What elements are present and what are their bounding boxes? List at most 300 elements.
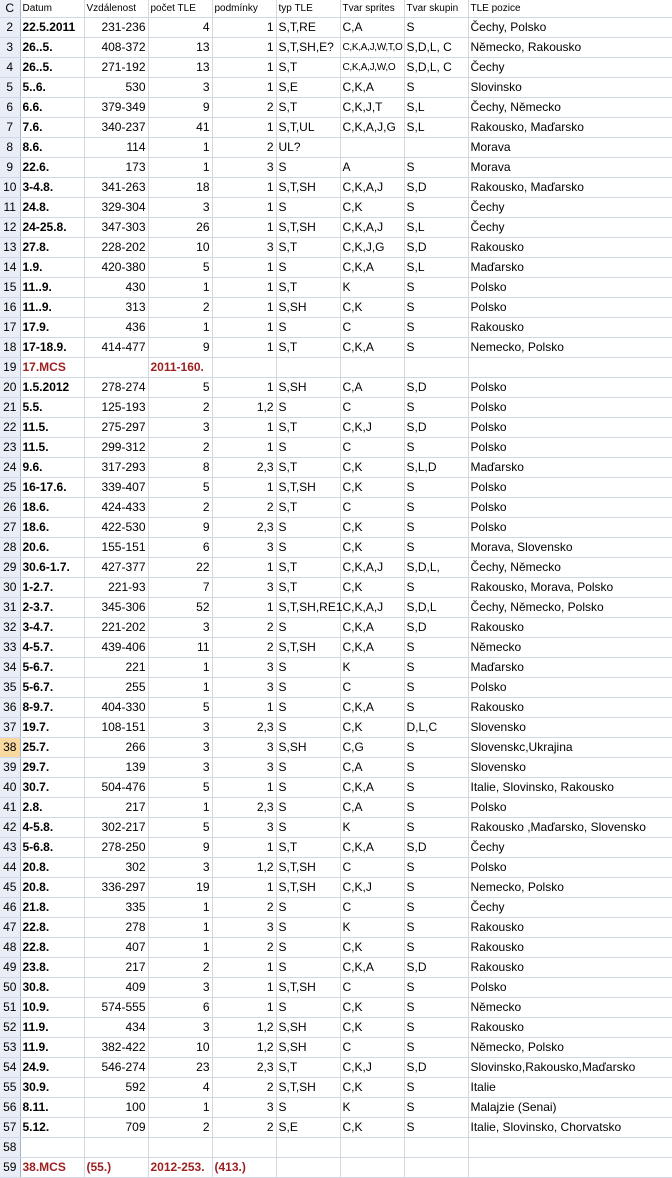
cell-tle-count[interactable]: 5 xyxy=(148,698,212,718)
cell-conditions[interactable]: 2 xyxy=(212,1118,276,1138)
cell-distance[interactable] xyxy=(84,358,148,378)
cell-tle-count[interactable]: 1 xyxy=(148,918,212,938)
cell-group-shape[interactable]: S xyxy=(404,518,468,538)
cell-date[interactable]: 10.9. xyxy=(20,998,84,1018)
cell-group-shape[interactable]: S xyxy=(404,78,468,98)
row-header[interactable]: 9 xyxy=(0,158,20,178)
cell-tle-count[interactable]: 3 xyxy=(148,418,212,438)
cell-tle-type[interactable] xyxy=(276,358,340,378)
cell-tle-count[interactable]: 1 xyxy=(148,278,212,298)
cell-sprite-shape[interactable] xyxy=(340,138,404,158)
cell-distance[interactable]: 217 xyxy=(84,958,148,978)
row-header[interactable]: 25 xyxy=(0,478,20,498)
row-header[interactable]: 34 xyxy=(0,658,20,678)
cell-sprite-shape[interactable]: C,K,A xyxy=(340,958,404,978)
cell-group-shape[interactable]: S xyxy=(404,498,468,518)
cell-tle-position[interactable]: Rakousko xyxy=(468,698,672,718)
cell-group-shape[interactable] xyxy=(404,1138,468,1158)
cell-date[interactable] xyxy=(20,1138,84,1158)
cell-group-shape[interactable]: S xyxy=(404,298,468,318)
cell-distance[interactable]: 278 xyxy=(84,918,148,938)
cell-conditions[interactable]: 1 xyxy=(212,38,276,58)
cell-tle-position[interactable]: Polsko xyxy=(468,498,672,518)
cell-tle-type[interactable]: S xyxy=(276,618,340,638)
cell-conditions[interactable]: 1 xyxy=(212,418,276,438)
cell-tle-type[interactable]: S xyxy=(276,958,340,978)
row-header[interactable]: 46 xyxy=(0,898,20,918)
cell-distance[interactable]: 329-304 xyxy=(84,198,148,218)
cell-tle-count[interactable]: 3 xyxy=(148,618,212,638)
row-header[interactable]: 29 xyxy=(0,558,20,578)
row-header[interactable]: 40 xyxy=(0,778,20,798)
cell-tle-position[interactable]: Německo xyxy=(468,638,672,658)
cell-date[interactable]: 22.5.2011 xyxy=(20,18,84,38)
cell-sprite-shape[interactable]: C xyxy=(340,318,404,338)
cell-tle-type[interactable]: S xyxy=(276,758,340,778)
row-header[interactable]: 37 xyxy=(0,718,20,738)
cell-group-shape[interactable]: S xyxy=(404,918,468,938)
cell-tle-position[interactable]: Polsko xyxy=(468,478,672,498)
cell-sprite-shape[interactable]: C xyxy=(340,978,404,998)
cell-tle-type[interactable]: S,T,SH,RE1 xyxy=(276,598,340,618)
cell-distance[interactable]: 379-349 xyxy=(84,98,148,118)
cell-date[interactable]: 11.9. xyxy=(20,1018,84,1038)
cell-sprite-shape[interactable]: C,K,A,J,W,T,O xyxy=(340,38,404,58)
cell-group-shape[interactable]: S xyxy=(404,18,468,38)
cell-distance[interactable]: 231-236 xyxy=(84,18,148,38)
cell-sprite-shape[interactable]: C,K xyxy=(340,1118,404,1138)
cell-group-shape[interactable]: S xyxy=(404,658,468,678)
column-letter[interactable]: C xyxy=(0,0,20,18)
cell-tle-type[interactable]: S xyxy=(276,818,340,838)
cell-conditions[interactable]: 1 xyxy=(212,58,276,78)
cell-date[interactable]: 24.9. xyxy=(20,1058,84,1078)
cell-tle-count[interactable]: 1 xyxy=(148,658,212,678)
cell-tle-position[interactable]: Čechy xyxy=(468,198,672,218)
cell-date[interactable]: 38.MCS xyxy=(20,1158,84,1178)
cell-conditions[interactable]: 1 xyxy=(212,698,276,718)
cell-tle-count[interactable]: 18 xyxy=(148,178,212,198)
cell-sprite-shape[interactable]: C,K xyxy=(340,198,404,218)
row-header[interactable]: 35 xyxy=(0,678,20,698)
cell-sprite-shape[interactable]: C xyxy=(340,898,404,918)
cell-tle-type[interactable]: S,SH xyxy=(276,298,340,318)
cell-sprite-shape[interactable] xyxy=(340,1158,404,1178)
cell-conditions[interactable]: 1 xyxy=(212,18,276,38)
row-header[interactable]: 42 xyxy=(0,818,20,838)
cell-tle-position[interactable]: Rakousko, Maďarsko xyxy=(468,178,672,198)
row-header[interactable]: 30 xyxy=(0,578,20,598)
cell-group-shape[interactable]: S xyxy=(404,338,468,358)
row-header[interactable]: 24 xyxy=(0,458,20,478)
cell-date[interactable]: 4-5.8. xyxy=(20,818,84,838)
cell-group-shape[interactable]: D,L,C xyxy=(404,718,468,738)
cell-sprite-shape[interactable]: C,A xyxy=(340,18,404,38)
cell-date[interactable]: 6.6. xyxy=(20,98,84,118)
cell-tle-count[interactable]: 13 xyxy=(148,38,212,58)
cell-tle-position[interactable]: Německo xyxy=(468,998,672,1018)
cell-tle-count[interactable]: 5 xyxy=(148,818,212,838)
cell-distance[interactable]: 221-202 xyxy=(84,618,148,638)
cell-tle-position[interactable]: Slovinsko xyxy=(468,78,672,98)
cell-sprite-shape[interactable]: C,K,A,J xyxy=(340,218,404,238)
cell-tle-type[interactable]: S xyxy=(276,438,340,458)
cell-group-shape[interactable]: S,L xyxy=(404,218,468,238)
cell-date[interactable]: 2-3.7. xyxy=(20,598,84,618)
cell-date[interactable]: 29.7. xyxy=(20,758,84,778)
row-header[interactable]: 45 xyxy=(0,878,20,898)
cell-tle-position[interactable]: Čechy, Polsko xyxy=(468,18,672,38)
cell-tle-position[interactable]: Italie xyxy=(468,1078,672,1098)
cell-tle-count[interactable]: 6 xyxy=(148,538,212,558)
cell-tle-count[interactable]: 2 xyxy=(148,398,212,418)
cell-tle-type[interactable]: S,T,SH,E? xyxy=(276,38,340,58)
cell-conditions[interactable]: 2,3 xyxy=(212,1058,276,1078)
cell-date[interactable]: 5-6.8. xyxy=(20,838,84,858)
cell-date[interactable]: 30.9. xyxy=(20,1078,84,1098)
row-header[interactable]: 57 xyxy=(0,1118,20,1138)
cell-tle-count[interactable]: 2 xyxy=(148,1118,212,1138)
cell-distance[interactable]: 317-293 xyxy=(84,458,148,478)
cell-distance[interactable]: 155-151 xyxy=(84,538,148,558)
cell-tle-count[interactable]: 3 xyxy=(148,738,212,758)
cell-tle-position[interactable]: Polsko xyxy=(468,298,672,318)
cell-sprite-shape[interactable]: K xyxy=(340,278,404,298)
cell-group-shape[interactable]: S,D xyxy=(404,178,468,198)
cell-group-shape[interactable]: S,L,D xyxy=(404,458,468,478)
cell-distance[interactable]: 709 xyxy=(84,1118,148,1138)
cell-tle-position[interactable]: Čechy, Německo xyxy=(468,98,672,118)
cell-tle-count[interactable]: 1 xyxy=(148,798,212,818)
row-header[interactable]: 15 xyxy=(0,278,20,298)
cell-tle-count[interactable]: 1 xyxy=(148,938,212,958)
cell-tle-count[interactable]: 9 xyxy=(148,518,212,538)
cell-group-shape[interactable]: S xyxy=(404,278,468,298)
cell-date[interactable]: 1-2.7. xyxy=(20,578,84,598)
cell-sprite-shape[interactable]: C,K,A,J xyxy=(340,558,404,578)
cell-distance[interactable]: 340-237 xyxy=(84,118,148,138)
cell-tle-count[interactable]: 2 xyxy=(148,438,212,458)
row-header[interactable]: 10 xyxy=(0,178,20,198)
cell-tle-position[interactable]: Rakousko xyxy=(468,1018,672,1038)
cell-date[interactable]: 5-6.7. xyxy=(20,658,84,678)
cell-tle-position[interactable]: Slovensko xyxy=(468,718,672,738)
cell-distance[interactable]: (55.) xyxy=(84,1158,148,1178)
cell-date[interactable]: 8.11. xyxy=(20,1098,84,1118)
cell-distance[interactable]: 504-476 xyxy=(84,778,148,798)
cell-tle-count[interactable]: 5 xyxy=(148,478,212,498)
cell-tle-count[interactable]: 2 xyxy=(148,958,212,978)
cell-tle-position[interactable]: Polsko xyxy=(468,438,672,458)
cell-sprite-shape[interactable]: C,K,A,J xyxy=(340,178,404,198)
cell-tle-type[interactable]: S,E xyxy=(276,1118,340,1138)
cell-tle-type[interactable]: S,T xyxy=(276,418,340,438)
cell-sprite-shape[interactable]: K xyxy=(340,818,404,838)
cell-sprite-shape[interactable]: C,K xyxy=(340,938,404,958)
row-header[interactable]: 51 xyxy=(0,998,20,1018)
cell-distance[interactable]: 546-274 xyxy=(84,1058,148,1078)
cell-distance[interactable]: 217 xyxy=(84,798,148,818)
header-cell-tle-type[interactable]: typ TLE xyxy=(276,0,340,18)
cell-conditions[interactable]: 1,2 xyxy=(212,398,276,418)
cell-group-shape[interactable]: S xyxy=(404,898,468,918)
cell-tle-type[interactable]: S xyxy=(276,918,340,938)
cell-tle-position[interactable]: Rakousko xyxy=(468,918,672,938)
cell-sprite-shape[interactable]: K xyxy=(340,1098,404,1118)
cell-tle-count[interactable]: 2 xyxy=(148,298,212,318)
cell-conditions[interactable]: 3 xyxy=(212,1098,276,1118)
cell-tle-count[interactable]: 13 xyxy=(148,58,212,78)
cell-distance[interactable]: 302 xyxy=(84,858,148,878)
cell-date[interactable]: 1.9. xyxy=(20,258,84,278)
cell-tle-position[interactable]: Maďarsko xyxy=(468,458,672,478)
cell-tle-type[interactable]: S xyxy=(276,398,340,418)
row-header[interactable]: 8 xyxy=(0,138,20,158)
cell-distance[interactable]: 434 xyxy=(84,1018,148,1038)
cell-tle-position[interactable]: Maďarsko xyxy=(468,258,672,278)
cell-tle-type[interactable]: S xyxy=(276,998,340,1018)
cell-sprite-shape[interactable]: C,K xyxy=(340,998,404,1018)
cell-tle-count[interactable]: 1 xyxy=(148,138,212,158)
cell-tle-type[interactable]: S xyxy=(276,158,340,178)
cell-tle-count[interactable]: 10 xyxy=(148,238,212,258)
cell-conditions[interactable]: 3 xyxy=(212,658,276,678)
cell-tle-type[interactable]: S,T,SH xyxy=(276,1078,340,1098)
cell-distance[interactable]: 420-380 xyxy=(84,258,148,278)
cell-tle-position[interactable]: Čechy xyxy=(468,838,672,858)
cell-distance[interactable]: 228-202 xyxy=(84,238,148,258)
cell-distance[interactable]: 336-297 xyxy=(84,878,148,898)
cell-group-shape[interactable]: S xyxy=(404,938,468,958)
cell-sprite-shape[interactable]: C,K xyxy=(340,478,404,498)
cell-date[interactable]: 11.9. xyxy=(20,1038,84,1058)
cell-conditions[interactable]: 3 xyxy=(212,738,276,758)
cell-tle-count[interactable]: 23 xyxy=(148,1058,212,1078)
cell-tle-type[interactable]: S,T xyxy=(276,58,340,78)
cell-group-shape[interactable]: S xyxy=(404,318,468,338)
cell-distance[interactable]: 422-530 xyxy=(84,518,148,538)
cell-tle-type[interactable]: S xyxy=(276,258,340,278)
cell-conditions[interactable]: 1 xyxy=(212,118,276,138)
cell-date[interactable]: 18.6. xyxy=(20,518,84,538)
cell-distance[interactable] xyxy=(84,1138,148,1158)
cell-conditions[interactable]: 2 xyxy=(212,638,276,658)
cell-sprite-shape[interactable]: C,K,J xyxy=(340,418,404,438)
row-header[interactable]: 56 xyxy=(0,1098,20,1118)
row-header[interactable]: 14 xyxy=(0,258,20,278)
cell-sprite-shape[interactable]: C,K,A,J,G xyxy=(340,118,404,138)
cell-conditions[interactable]: 1 xyxy=(212,178,276,198)
cell-tle-type[interactable]: S xyxy=(276,318,340,338)
cell-tle-type[interactable]: S,T xyxy=(276,498,340,518)
cell-tle-position[interactable]: Polsko xyxy=(468,518,672,538)
cell-sprite-shape[interactable]: C xyxy=(340,678,404,698)
cell-tle-count[interactable]: 41 xyxy=(148,118,212,138)
row-header[interactable]: 58 xyxy=(0,1138,20,1158)
cell-distance[interactable]: 278-250 xyxy=(84,838,148,858)
cell-distance[interactable]: 266 xyxy=(84,738,148,758)
cell-date[interactable]: 25.7. xyxy=(20,738,84,758)
cell-conditions[interactable] xyxy=(212,358,276,378)
cell-conditions[interactable]: 1 xyxy=(212,598,276,618)
cell-tle-position[interactable]: Německo, Rakousko xyxy=(468,38,672,58)
cell-tle-count[interactable]: 4 xyxy=(148,18,212,38)
cell-date[interactable]: 20.8. xyxy=(20,878,84,898)
cell-distance[interactable]: 408-372 xyxy=(84,38,148,58)
cell-date[interactable]: 23.8. xyxy=(20,958,84,978)
header-cell-distance[interactable]: Vzdálenost xyxy=(84,0,148,18)
cell-tle-count[interactable]: 52 xyxy=(148,598,212,618)
cell-tle-position[interactable]: Polsko xyxy=(468,798,672,818)
cell-tle-position[interactable]: Nemecko, Polsko xyxy=(468,878,672,898)
cell-tle-count[interactable]: 3 xyxy=(148,198,212,218)
cell-date[interactable]: 5.5. xyxy=(20,398,84,418)
cell-distance[interactable]: 221-93 xyxy=(84,578,148,598)
cell-sprite-shape[interactable]: K xyxy=(340,658,404,678)
cell-tle-position[interactable]: Nemecko, Polsko xyxy=(468,338,672,358)
cell-date[interactable]: 5.12. xyxy=(20,1118,84,1138)
cell-tle-type[interactable]: S,SH xyxy=(276,1038,340,1058)
row-header[interactable]: 19 xyxy=(0,358,20,378)
cell-conditions[interactable]: 2 xyxy=(212,618,276,638)
cell-tle-position[interactable]: Čechy, Německo, Polsko xyxy=(468,598,672,618)
cell-date[interactable]: 11..9. xyxy=(20,298,84,318)
row-header[interactable]: 50 xyxy=(0,978,20,998)
cell-conditions[interactable]: 2 xyxy=(212,898,276,918)
cell-conditions[interactable]: 1 xyxy=(212,198,276,218)
cell-tle-type[interactable]: S xyxy=(276,698,340,718)
cell-group-shape[interactable]: S xyxy=(404,198,468,218)
cell-tle-count[interactable]: 2 xyxy=(148,498,212,518)
row-header[interactable]: 38 xyxy=(0,738,20,758)
cell-conditions[interactable]: 2,3 xyxy=(212,718,276,738)
cell-tle-type[interactable]: S xyxy=(276,718,340,738)
row-header[interactable]: 43 xyxy=(0,838,20,858)
cell-sprite-shape[interactable]: C,G xyxy=(340,738,404,758)
cell-tle-position[interactable]: Slovinsko,Rakousko,Maďarsko xyxy=(468,1058,672,1078)
cell-tle-type[interactable]: S,T xyxy=(276,458,340,478)
cell-tle-position[interactable]: Morava, Slovensko xyxy=(468,538,672,558)
cell-tle-position[interactable] xyxy=(468,1138,672,1158)
cell-tle-position[interactable]: Morava xyxy=(468,138,672,158)
cell-date[interactable]: 22.6. xyxy=(20,158,84,178)
cell-tle-position[interactable]: Polsko xyxy=(468,418,672,438)
cell-conditions[interactable]: 1 xyxy=(212,258,276,278)
cell-group-shape[interactable]: S,D,L xyxy=(404,598,468,618)
cell-group-shape[interactable]: S xyxy=(404,638,468,658)
row-header[interactable]: 36 xyxy=(0,698,20,718)
cell-distance[interactable]: 436 xyxy=(84,318,148,338)
cell-date[interactable]: 26..5. xyxy=(20,38,84,58)
cell-tle-position[interactable]: Polsko xyxy=(468,858,672,878)
header-cell-date[interactable]: Datum xyxy=(20,0,84,18)
row-header[interactable]: 39 xyxy=(0,758,20,778)
cell-distance[interactable]: 574-555 xyxy=(84,998,148,1018)
cell-tle-type[interactable]: S,T,RE xyxy=(276,18,340,38)
row-header[interactable]: 47 xyxy=(0,918,20,938)
cell-conditions[interactable]: 1 xyxy=(212,218,276,238)
cell-sprite-shape[interactable]: C xyxy=(340,498,404,518)
row-header[interactable]: 33 xyxy=(0,638,20,658)
header-cell-sprite-shape[interactable]: Tvar sprites xyxy=(340,0,404,18)
cell-tle-count[interactable]: 3 xyxy=(148,758,212,778)
cell-sprite-shape[interactable]: C,K,A xyxy=(340,838,404,858)
cell-tle-type[interactable] xyxy=(276,1158,340,1178)
cell-tle-position[interactable]: Německo, Polsko xyxy=(468,1038,672,1058)
row-header[interactable]: 12 xyxy=(0,218,20,238)
cell-tle-type[interactable]: S,T xyxy=(276,578,340,598)
cell-conditions[interactable]: 1 xyxy=(212,298,276,318)
cell-sprite-shape[interactable]: C,K xyxy=(340,458,404,478)
cell-tle-position[interactable]: Rakousko xyxy=(468,318,672,338)
cell-conditions[interactable]: 2,3 xyxy=(212,798,276,818)
cell-date[interactable]: 30.6-1.7. xyxy=(20,558,84,578)
cell-date[interactable]: 4-5.7. xyxy=(20,638,84,658)
cell-tle-type[interactable]: S,SH xyxy=(276,738,340,758)
cell-tle-position[interactable]: Italie, Slovinsko, Rakousko xyxy=(468,778,672,798)
cell-group-shape[interactable]: S,D xyxy=(404,958,468,978)
cell-distance[interactable]: 409 xyxy=(84,978,148,998)
cell-tle-position[interactable]: Slovenskc,Ukrajina xyxy=(468,738,672,758)
cell-group-shape[interactable]: S,L xyxy=(404,98,468,118)
cell-tle-position[interactable]: Italie, Slovinsko, Chorvatsko xyxy=(468,1118,672,1138)
cell-tle-count[interactable]: 5 xyxy=(148,258,212,278)
cell-sprite-shape[interactable]: C,K,A xyxy=(340,638,404,658)
cell-tle-count[interactable] xyxy=(148,1138,212,1158)
cell-sprite-shape[interactable]: C xyxy=(340,858,404,878)
cell-group-shape[interactable]: S,D xyxy=(404,838,468,858)
cell-group-shape[interactable]: S xyxy=(404,478,468,498)
cell-date[interactable]: 5-6.7. xyxy=(20,678,84,698)
cell-distance[interactable]: 114 xyxy=(84,138,148,158)
cell-sprite-shape[interactable]: C,K xyxy=(340,538,404,558)
cell-distance[interactable]: 313 xyxy=(84,298,148,318)
cell-sprite-shape[interactable]: C,K,A xyxy=(340,618,404,638)
cell-conditions[interactable]: 1 xyxy=(212,438,276,458)
cell-tle-count[interactable]: 1 xyxy=(148,678,212,698)
row-header[interactable]: 16 xyxy=(0,298,20,318)
cell-date[interactable]: 17-18.9. xyxy=(20,338,84,358)
cell-conditions[interactable]: 3 xyxy=(212,918,276,938)
cell-conditions[interactable]: 3 xyxy=(212,758,276,778)
cell-group-shape[interactable]: S xyxy=(404,878,468,898)
cell-tle-position[interactable]: Rakousko xyxy=(468,618,672,638)
cell-tle-position[interactable]: Rakousko xyxy=(468,938,672,958)
cell-sprite-shape[interactable]: C,K,A xyxy=(340,778,404,798)
row-header[interactable]: 44 xyxy=(0,858,20,878)
cell-group-shape[interactable]: S xyxy=(404,778,468,798)
cell-date[interactable]: 7.6. xyxy=(20,118,84,138)
cell-sprite-shape[interactable]: C,A xyxy=(340,758,404,778)
cell-tle-count[interactable]: 1 xyxy=(148,1098,212,1118)
cell-distance[interactable]: 424-433 xyxy=(84,498,148,518)
cell-conditions[interactable]: 2 xyxy=(212,138,276,158)
cell-distance[interactable]: 341-263 xyxy=(84,178,148,198)
cell-sprite-shape[interactable]: C,K,J xyxy=(340,1058,404,1078)
cell-date[interactable]: 2.8. xyxy=(20,798,84,818)
cell-conditions[interactable]: 2,3 xyxy=(212,518,276,538)
cell-conditions[interactable]: 1 xyxy=(212,878,276,898)
cell-distance[interactable]: 347-303 xyxy=(84,218,148,238)
cell-tle-count[interactable]: 26 xyxy=(148,218,212,238)
row-header[interactable]: 5 xyxy=(0,78,20,98)
row-header[interactable]: 2 xyxy=(0,18,20,38)
cell-date[interactable]: 8.6. xyxy=(20,138,84,158)
cell-tle-type[interactable]: S,E xyxy=(276,78,340,98)
cell-sprite-shape[interactable]: C,K xyxy=(340,578,404,598)
cell-distance[interactable]: 339-407 xyxy=(84,478,148,498)
cell-tle-count[interactable]: 9 xyxy=(148,838,212,858)
